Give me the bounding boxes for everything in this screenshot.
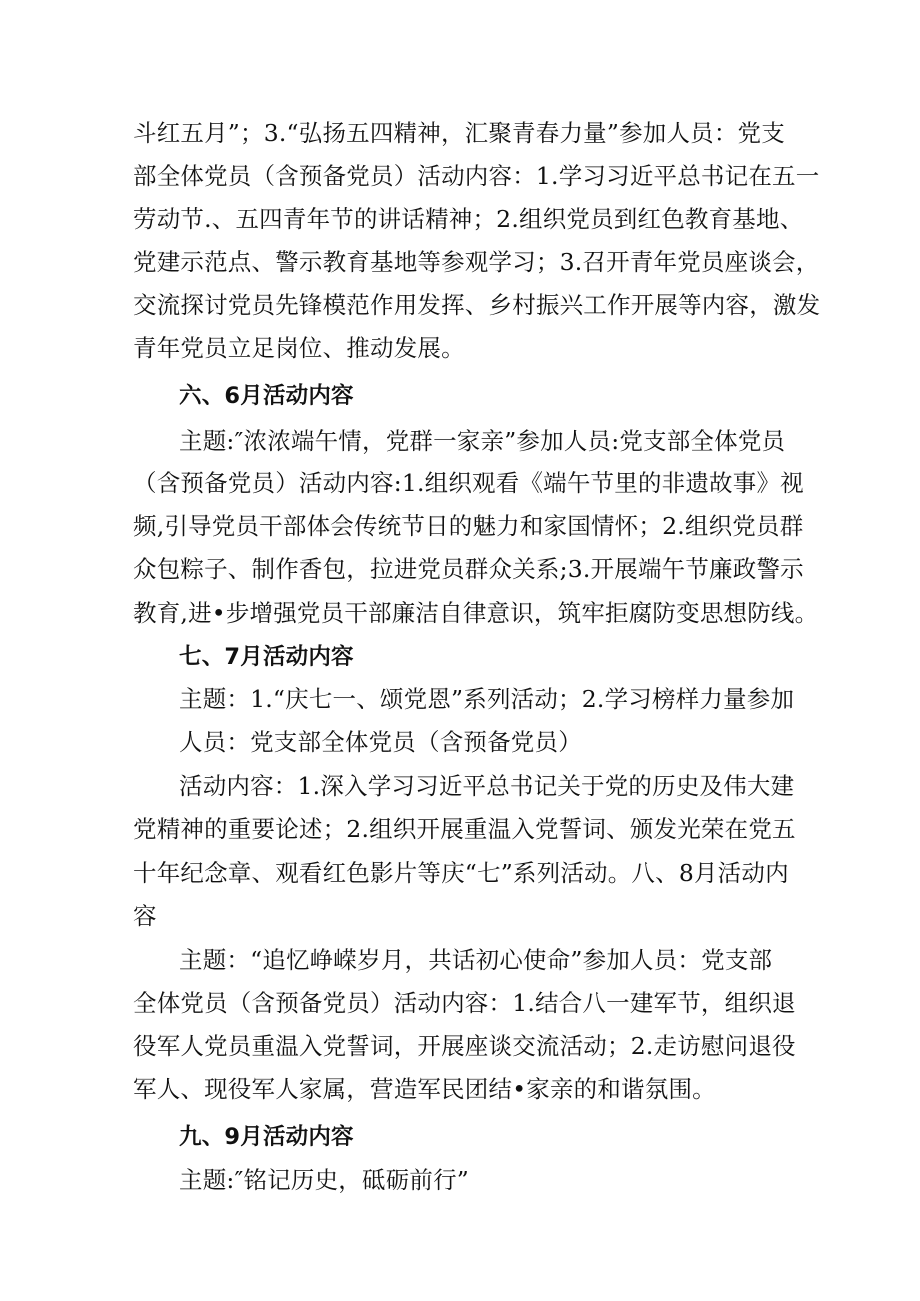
section-heading: 七、7月活动内容 [179, 644, 354, 670]
body-text-line: 容 [133, 902, 157, 930]
body-text-line: 主题:″铭记历史，砥砺前行” [179, 1166, 470, 1194]
body-text-line: 教育,进•步增强党员干部廉洁自律意识，筑牢拒腐防变思想防线。 [133, 599, 819, 627]
body-text-line: 全体党员（含预备党员）活动内容：1.结合八一建军节，组织退 [133, 989, 796, 1017]
body-text-line: 军人、现役军人家属，营造军民团结•家亲的和谐氛围。 [133, 1075, 716, 1103]
body-text-line: 活动内容：1.深入学习习近平总书记关于党的历史及伟大建 [179, 772, 795, 800]
body-text-line: 青年党员立足岗位、推动发展。 [133, 334, 465, 362]
body-text-line: 交流探讨党员先锋模范作用发挥、乡村振兴工作开展等内容，激发 [133, 291, 821, 319]
body-text-line: 劳动节.、五四青年节的讲话精神；2.组织党员到红色教育基地、 [133, 205, 804, 233]
body-text-line: 部全体党员（含预备党员）活动内容：1.学习习近平总书记在五一 [133, 162, 820, 190]
body-text-line: 党建示范点、警示教育基地等参观学习；3.召开青年党员座谈会， [133, 248, 820, 276]
body-text-line: 主题：1.“庆七一、颂党恩”系列活动；2.学习榜样力量参加 [179, 685, 795, 713]
body-text-line: 十年纪念章、观看红色影片等庆“七”系列活动。八、8月活动内 [133, 859, 789, 887]
body-text-line: 党精神的重要论述；2.组织开展重温入党誓词、颁发光荣在党五 [133, 815, 796, 843]
body-text-line: 斗红五月”；3.“弘扬五四精神，汇聚青春力量”参加人员：党支 [133, 119, 785, 147]
body-text-line: 主题：“追忆峥嵘岁月，共话初心使命”参加人员：党支部 [179, 946, 773, 974]
section-heading: 六、6月活动内容 [179, 383, 354, 409]
body-text-line: 主题:″浓浓端午情，党群一家亲”参加人员:党支部全体党员 [179, 427, 786, 455]
section-heading: 九、9月活动内容 [179, 1124, 354, 1150]
body-text-line: 频,引导党员干部体会传统节日的魅力和家国情怀；2.组织党员群 [133, 512, 804, 540]
body-text-line: 人员：党支部全体党员（含预备党员） [179, 728, 582, 756]
body-text-line: 役军人党员重温入党誓词，开展座谈交流活动；2.走访慰问退役 [133, 1032, 796, 1060]
body-text-line: 众包粽子、制作香包，拉进党员群众关系;3.开展端午节廉政警示 [133, 555, 804, 583]
body-text-line: （含预备党员）活动内容:1.组织观看《端午节里的非遗故事》视 [133, 469, 804, 497]
